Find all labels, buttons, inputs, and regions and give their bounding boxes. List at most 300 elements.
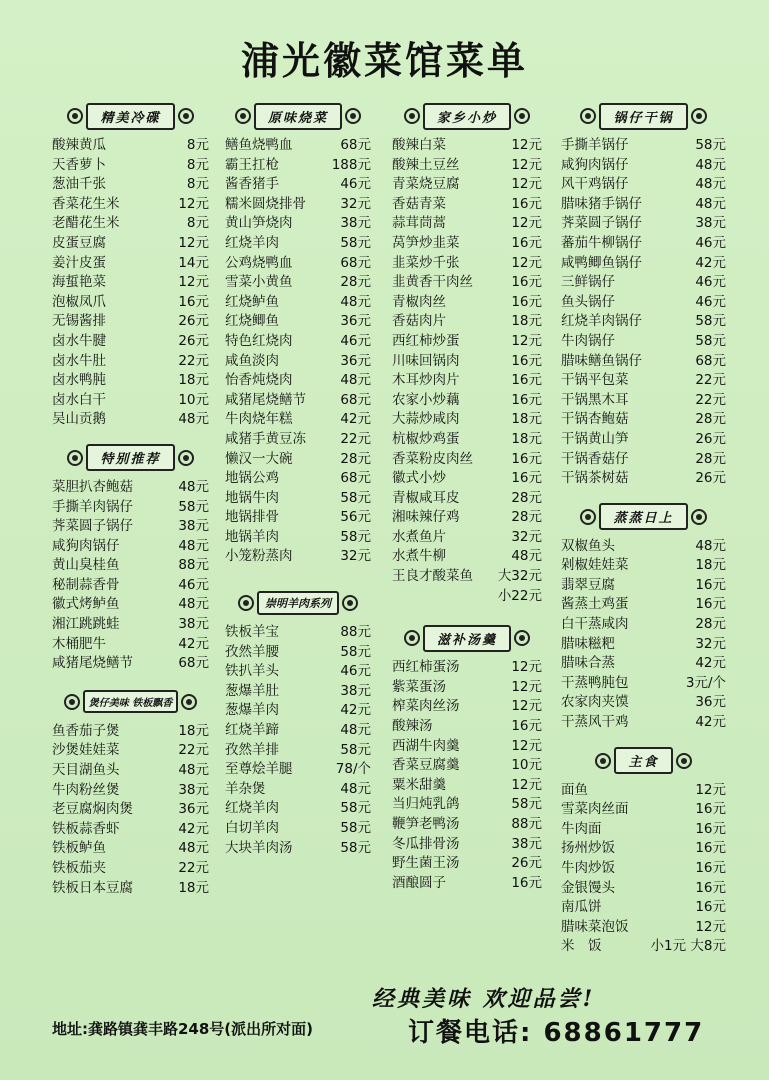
- dish-price: 18元: [511, 411, 542, 428]
- menu-item: [225, 450, 371, 470]
- menu-item: [225, 760, 371, 780]
- dish-name: 紫菜蛋汤: [392, 678, 446, 695]
- menu-item: [392, 717, 542, 737]
- dish-name: 西红柿蛋汤: [392, 659, 460, 676]
- menu-item: [392, 737, 542, 757]
- dish-name: 干锅茶树菇: [561, 470, 629, 487]
- menu-item: [561, 820, 726, 840]
- dish-name: 咸鸭鲫鱼锅仔: [561, 254, 642, 271]
- dish-price: 8元: [186, 156, 209, 173]
- dish-price: 48元: [340, 722, 371, 739]
- menu-item: [225, 799, 371, 819]
- dish-name: 干蒸鸭肫包: [561, 674, 629, 691]
- dish-name: 酸辣黄瓜: [52, 137, 106, 153]
- dish-price: 16元: [178, 293, 209, 310]
- ornament-icon: [178, 450, 194, 466]
- dish-name: 菜胆扒杏鲍菇: [52, 478, 133, 495]
- menu-item: [392, 410, 542, 430]
- dish-name: 腊味鳝鱼锅仔: [561, 352, 642, 369]
- dish-name: 牛肉粉丝煲: [52, 781, 120, 798]
- dish-price: 16元: [511, 450, 542, 467]
- dish-price: 42元: [340, 411, 371, 428]
- menu-item: [52, 781, 209, 801]
- menu-item: [225, 721, 371, 741]
- ornament-icon: [691, 108, 707, 124]
- dish-name: 湘味辣仔鸡: [392, 509, 460, 526]
- dish-price: 48元: [178, 411, 209, 428]
- dish-name: 手撕羊肉锅仔: [52, 498, 133, 515]
- dish-name: 红烧鲫鱼: [225, 313, 279, 330]
- dish-name: 荠菜圆子锅仔: [561, 215, 642, 232]
- dish-name: 水煮鱼片: [392, 528, 446, 545]
- dish-name: 黄山臭桂鱼: [52, 557, 120, 574]
- ornament-icon: [676, 753, 692, 769]
- menu-item: [52, 879, 209, 899]
- order-phone[interactable]: 订餐电话: 68861777: [408, 1018, 705, 1048]
- dish-price: 28元: [511, 509, 542, 526]
- ornament-icon: [404, 630, 420, 646]
- dish-name: 干锅黄山笋: [561, 430, 629, 447]
- dish-name: 香菇青菜: [392, 195, 446, 212]
- dish-price: 12元: [695, 918, 726, 935]
- dish-name: 风干鸡锅仔: [561, 176, 629, 193]
- section-header-special: [52, 442, 209, 474]
- menu-item: [52, 254, 209, 274]
- menu-item: [392, 678, 542, 698]
- dish-price: 48元: [178, 596, 209, 613]
- dish-name: 酱香猪手: [225, 176, 279, 193]
- dish-price: 46元: [340, 332, 371, 349]
- dish-name: 南瓜饼: [561, 899, 602, 916]
- dish-name: 小笼粉蒸肉: [225, 548, 293, 565]
- menu-item: [225, 741, 371, 761]
- menu-item: [225, 469, 371, 489]
- menu-item: [561, 214, 726, 234]
- menu-item: [52, 498, 209, 518]
- menu-item: [561, 175, 726, 195]
- menu-item: [392, 567, 542, 587]
- dish-price: 32元: [695, 635, 726, 652]
- dish-price: 16元: [695, 899, 726, 916]
- section-title: 主食: [614, 747, 672, 774]
- menu-item: [225, 682, 371, 702]
- dish-price: 22元: [178, 860, 209, 876]
- dish-name: 皮蛋豆腐: [52, 234, 106, 251]
- dish-name: 木桶肥牛: [52, 635, 106, 652]
- dish-price: 58元: [695, 313, 726, 330]
- menu-item: [392, 874, 542, 894]
- dish-price: 58元: [511, 796, 542, 813]
- ornament-icon: [345, 108, 361, 124]
- section-header-lamb: [225, 587, 371, 619]
- menu-item: [52, 195, 209, 215]
- dish-name: 农家肉夹馍: [561, 694, 629, 711]
- dish-name: 糯米圆烧排骨: [225, 195, 306, 212]
- dish-name: 香菇肉片: [392, 313, 446, 330]
- section-list-pot: [52, 722, 209, 898]
- ornament-icon: [178, 108, 194, 124]
- dish-price: 58元: [340, 741, 371, 758]
- menu-item: [561, 937, 726, 957]
- dish-price: 小22元: [497, 587, 542, 604]
- dish-name: 铁板日本豆腐: [52, 879, 133, 896]
- dish-price: 18元: [511, 430, 542, 447]
- menu-item: [225, 136, 371, 156]
- menu-item: [392, 835, 542, 855]
- dish-name: 牛肉面: [561, 820, 602, 837]
- dish-price: 22元: [695, 391, 726, 408]
- dish-name: 鱼头锅仔: [561, 293, 615, 310]
- dish-name: 干蒸风干鸡: [561, 714, 629, 731]
- menu-item: [225, 410, 371, 430]
- dish-name: 徽式小炒: [392, 470, 446, 487]
- dish-name: 湘江跳跳蛙: [52, 616, 120, 633]
- dish-name: 扬州炒饭: [561, 840, 615, 857]
- dish-price: 68元: [340, 137, 371, 153]
- menu-item: [52, 722, 209, 742]
- dish-price: 48元: [695, 537, 726, 554]
- dish-price: 36元: [695, 694, 726, 711]
- dish-name: 韭菜炒千张: [392, 254, 460, 271]
- dish-price: 48元: [340, 372, 371, 389]
- dish-name: 葱爆羊肉: [225, 702, 279, 719]
- dish-price: 12元: [511, 254, 542, 271]
- dish-price: 38元: [340, 215, 371, 232]
- dish-price: 12元: [511, 137, 542, 153]
- menu-item: [561, 410, 726, 430]
- menu-item: [561, 332, 726, 352]
- section-list-soup: [392, 658, 542, 893]
- dish-name: 霸王扛枪: [225, 156, 279, 173]
- dish-name: 冬瓜排骨汤: [392, 835, 460, 852]
- dish-price: 12元: [511, 737, 542, 754]
- dish-name: 酸辣白菜: [392, 137, 446, 153]
- dish-price: 58元: [178, 498, 209, 515]
- dish-name: 懒汉一大碗: [225, 450, 293, 467]
- dish-price: 8元: [186, 215, 209, 232]
- dish-name: 荠菜圆子锅仔: [52, 518, 133, 535]
- menu-item: [392, 430, 542, 450]
- dish-price: 38元: [178, 781, 209, 798]
- ornament-icon: [595, 753, 611, 769]
- section-title: 崇明羊肉系列: [257, 591, 339, 615]
- dish-price: 16元: [511, 352, 542, 369]
- dish-name: 酒酿圆子: [392, 874, 446, 891]
- menu-item: [561, 273, 726, 293]
- dish-name: 粟米甜羹: [392, 776, 446, 793]
- dish-price: 8元: [186, 176, 209, 193]
- dish-price: 38元: [178, 518, 209, 535]
- dish-price: 68元: [340, 254, 371, 271]
- dish-name: 徽式烤鲈鱼: [52, 596, 120, 613]
- menu-item: [52, 391, 209, 411]
- dish-price: 12元: [511, 659, 542, 676]
- dish-price: 12元: [695, 781, 726, 798]
- dish-name: 白干蒸咸肉: [561, 616, 629, 633]
- menu-item: [392, 391, 542, 411]
- dish-price: 8元: [186, 137, 209, 153]
- menu-item: [561, 312, 726, 332]
- menu-item: [52, 537, 209, 557]
- dish-name: 干锅杏鲍菇: [561, 411, 629, 428]
- menu-item: [392, 658, 542, 678]
- dish-price: 68元: [178, 655, 209, 672]
- menu-item: [392, 795, 542, 815]
- slogan: 经典美味 欢迎品尝!: [372, 986, 596, 1012]
- menu-item: [225, 489, 371, 509]
- dish-price: 56元: [340, 509, 371, 526]
- dish-name: 沙煲娃娃菜: [52, 742, 120, 759]
- menu-item: [225, 371, 371, 391]
- ornament-icon: [580, 509, 596, 525]
- dish-price: 大32元: [497, 568, 542, 585]
- dish-price: 58元: [340, 839, 371, 856]
- ornament-icon: [580, 108, 596, 124]
- dish-price: 38元: [340, 682, 371, 699]
- section-list-stirfry: [392, 136, 542, 606]
- menu-item: [225, 391, 371, 411]
- menu-item: [52, 410, 209, 430]
- section-title: 煲仔美味 铁板飘香: [83, 690, 178, 713]
- section-title: 锅仔干锅: [599, 103, 687, 130]
- dish-name: 地锅羊肉: [225, 528, 279, 545]
- dish-name: 地锅公鸡: [225, 470, 279, 487]
- section-list-special: [52, 478, 209, 674]
- dish-price: 16元: [511, 874, 542, 891]
- menu-item: [392, 293, 542, 313]
- dish-name: 青菜烧豆腐: [392, 176, 460, 193]
- dish-price: 58元: [695, 137, 726, 153]
- menu-item: [561, 898, 726, 918]
- dish-price: 18元: [178, 879, 209, 896]
- section-title: 原味烧菜: [254, 103, 342, 130]
- dish-name: 铁扒羊头: [225, 663, 279, 680]
- menu-item: [225, 175, 371, 195]
- dish-name: 葱油千张: [52, 176, 106, 193]
- dish-name: 红烧羊肉: [225, 234, 279, 251]
- dish-name: 红烧羊蹄: [225, 722, 279, 739]
- menu-item: [561, 674, 726, 694]
- menu-item: [52, 136, 209, 156]
- menu-item: [561, 654, 726, 674]
- dish-name: 卤水鸭肫: [52, 372, 106, 389]
- menu-item: [392, 371, 542, 391]
- dish-price: 48元: [695, 156, 726, 173]
- menu-item: [52, 615, 209, 635]
- dish-name: 咸鱼淡肉: [225, 352, 279, 369]
- menu-item: [392, 450, 542, 470]
- dish-name: 干锅黑木耳: [561, 391, 629, 408]
- dish-price: 16元: [511, 718, 542, 735]
- dish-price: 28元: [340, 274, 371, 291]
- dish-name: 农家小炒藕: [392, 391, 460, 408]
- dish-price: 26元: [178, 332, 209, 349]
- menu-item: [561, 430, 726, 450]
- dish-price: 38元: [695, 215, 726, 232]
- column-3: [392, 100, 542, 893]
- dish-price: 58元: [340, 643, 371, 660]
- ornament-icon: [238, 595, 254, 611]
- menu-item: [561, 469, 726, 489]
- menu-item: [225, 780, 371, 800]
- ornament-icon: [691, 509, 707, 525]
- dish-price: 12元: [511, 156, 542, 173]
- dish-name: 红烧鲈鱼: [225, 293, 279, 310]
- menu-item: [52, 654, 209, 674]
- dish-name: 川味回锅肉: [392, 352, 460, 369]
- dish-price: 42元: [695, 655, 726, 672]
- menu-item: [561, 839, 726, 859]
- dish-name: 干锅平包菜: [561, 372, 629, 389]
- menu-item: [52, 371, 209, 391]
- dish-name: 野生菌王汤: [392, 855, 460, 872]
- menu-item: [561, 450, 726, 470]
- dish-name: 剁椒娃娃菜: [561, 557, 629, 574]
- section-title: 家乡小炒: [423, 103, 511, 130]
- dish-name: 公鸡烧鸭血: [225, 254, 293, 271]
- dish-price: 68元: [695, 352, 726, 369]
- dish-name: 腊味菜泡饭: [561, 918, 629, 935]
- menu-item: [52, 234, 209, 254]
- dish-name: 莴笋炒韭菜: [392, 234, 460, 251]
- dish-name: 咸狗肉锅仔: [52, 537, 120, 554]
- menu-item: [561, 254, 726, 274]
- dish-name: 酸辣土豆丝: [392, 156, 460, 173]
- dish-price: 16元: [695, 840, 726, 857]
- dish-name: 铁板茄夹: [52, 860, 106, 876]
- dish-price: 68元: [340, 391, 371, 408]
- dish-name: 卤水牛腱: [52, 332, 106, 349]
- dish-price: 46元: [695, 274, 726, 291]
- dish-name: 腊味猪手锅仔: [561, 195, 642, 212]
- dish-name: 地锅排骨: [225, 509, 279, 526]
- dish-price: 58元: [340, 528, 371, 545]
- dish-price: 42元: [178, 820, 209, 837]
- dish-name: 秘制蒜香骨: [52, 576, 120, 593]
- ornament-icon: [235, 108, 251, 124]
- dish-name: 葱爆羊肚: [225, 682, 279, 699]
- menu-item: [561, 800, 726, 820]
- ornament-icon: [67, 450, 83, 466]
- dish-price: 22元: [178, 352, 209, 369]
- dish-name: 姜汁皮蛋: [52, 254, 106, 271]
- menu-item: [225, 547, 371, 567]
- section-list-steamed: [561, 537, 726, 733]
- menu-item: [392, 815, 542, 835]
- dish-price: 58元: [340, 234, 371, 251]
- dish-price: 58元: [695, 332, 726, 349]
- menu-item: [225, 701, 371, 721]
- ornament-icon: [64, 694, 80, 710]
- menu-item: [52, 556, 209, 576]
- dish-name: 老醋花生米: [52, 215, 120, 232]
- menu-item: [225, 643, 371, 663]
- dish-name: 牛肉炒饭: [561, 860, 615, 876]
- menu-title: 浦光徽菜馆菜单: [240, 38, 528, 83]
- dish-name: 翡翠豆腐: [561, 576, 615, 593]
- dish-name: 杭椒炒鸡蛋: [392, 430, 460, 447]
- dish-price: 48元: [178, 762, 209, 779]
- dish-name: 水煮牛柳: [392, 548, 446, 565]
- dish-name: 牛肉锅仔: [561, 332, 615, 349]
- dish-name: 海蜇艳菜: [52, 274, 106, 291]
- menu-item: [52, 156, 209, 176]
- dish-name: 至尊烩羊腿: [225, 761, 293, 778]
- menu-item: [52, 741, 209, 761]
- menu-item: [225, 819, 371, 839]
- dish-price: 12元: [178, 274, 209, 291]
- menu-item: [225, 273, 371, 293]
- dish-price: 16元: [695, 596, 726, 613]
- dish-price: 46元: [340, 663, 371, 680]
- menu-item: [392, 854, 542, 874]
- dish-name: 蒜茸茼蒿: [392, 215, 446, 232]
- section-list-griddle: [561, 136, 726, 489]
- menu-item: [225, 332, 371, 352]
- dish-price: 32元: [511, 528, 542, 545]
- dish-name: 手撕羊锅仔: [561, 137, 629, 153]
- dish-price: 16元: [511, 195, 542, 212]
- menu-item: [561, 156, 726, 176]
- dish-price: 38元: [178, 616, 209, 633]
- dish-price: 48元: [340, 780, 371, 797]
- menu-item: [225, 195, 371, 215]
- dish-name: 咸猪尾烧鳝节: [225, 391, 306, 408]
- dish-price: 16元: [511, 293, 542, 310]
- menu-item: [52, 576, 209, 596]
- menu-item: [225, 623, 371, 643]
- menu-item: [225, 312, 371, 332]
- dish-name: 牛肉烧年糕: [225, 411, 293, 428]
- menu-item: [52, 800, 209, 820]
- section-header-staple: [561, 745, 726, 777]
- menu-item: [561, 136, 726, 156]
- dish-price: 26元: [511, 855, 542, 872]
- dish-price: 46元: [178, 576, 209, 593]
- menu-item: [561, 859, 726, 879]
- dish-name: 雪菜肉丝面: [561, 801, 629, 818]
- menu-item: [561, 234, 726, 254]
- section-title: 精美冷碟: [86, 103, 174, 130]
- dish-name: 蕃茄牛柳锅仔: [561, 234, 642, 251]
- menu-item: [225, 839, 371, 859]
- dish-name: 酱蒸土鸡蛋: [561, 596, 629, 613]
- dish-price: 12元: [511, 332, 542, 349]
- dish-price: 12元: [178, 234, 209, 251]
- column-1: [52, 100, 209, 898]
- dish-price: 48元: [695, 195, 726, 212]
- section-list-cold: [52, 136, 209, 430]
- column-4: [561, 100, 726, 957]
- dish-name: 天目湖鱼头: [52, 762, 120, 779]
- dish-price: 26元: [695, 430, 726, 447]
- dish-name: 卤水牛肚: [52, 352, 106, 369]
- dish-name: 香菜花生米: [52, 195, 120, 212]
- section-header-cold: [52, 100, 209, 132]
- dish-name: 铁板蒜香虾: [52, 820, 120, 837]
- dish-price: 42元: [178, 635, 209, 652]
- dish-name: 面鱼: [561, 781, 588, 798]
- dish-price: 48元: [178, 840, 209, 857]
- dish-name: 吴山贡鹅: [52, 411, 106, 428]
- dish-name: 羊杂煲: [225, 780, 266, 797]
- section-title: 滋补汤羹: [423, 625, 511, 652]
- dish-price: 28元: [695, 411, 726, 428]
- menu-item: [561, 918, 726, 938]
- menu-item: [52, 293, 209, 313]
- dish-price: 16元: [695, 576, 726, 593]
- menu-item: [561, 371, 726, 391]
